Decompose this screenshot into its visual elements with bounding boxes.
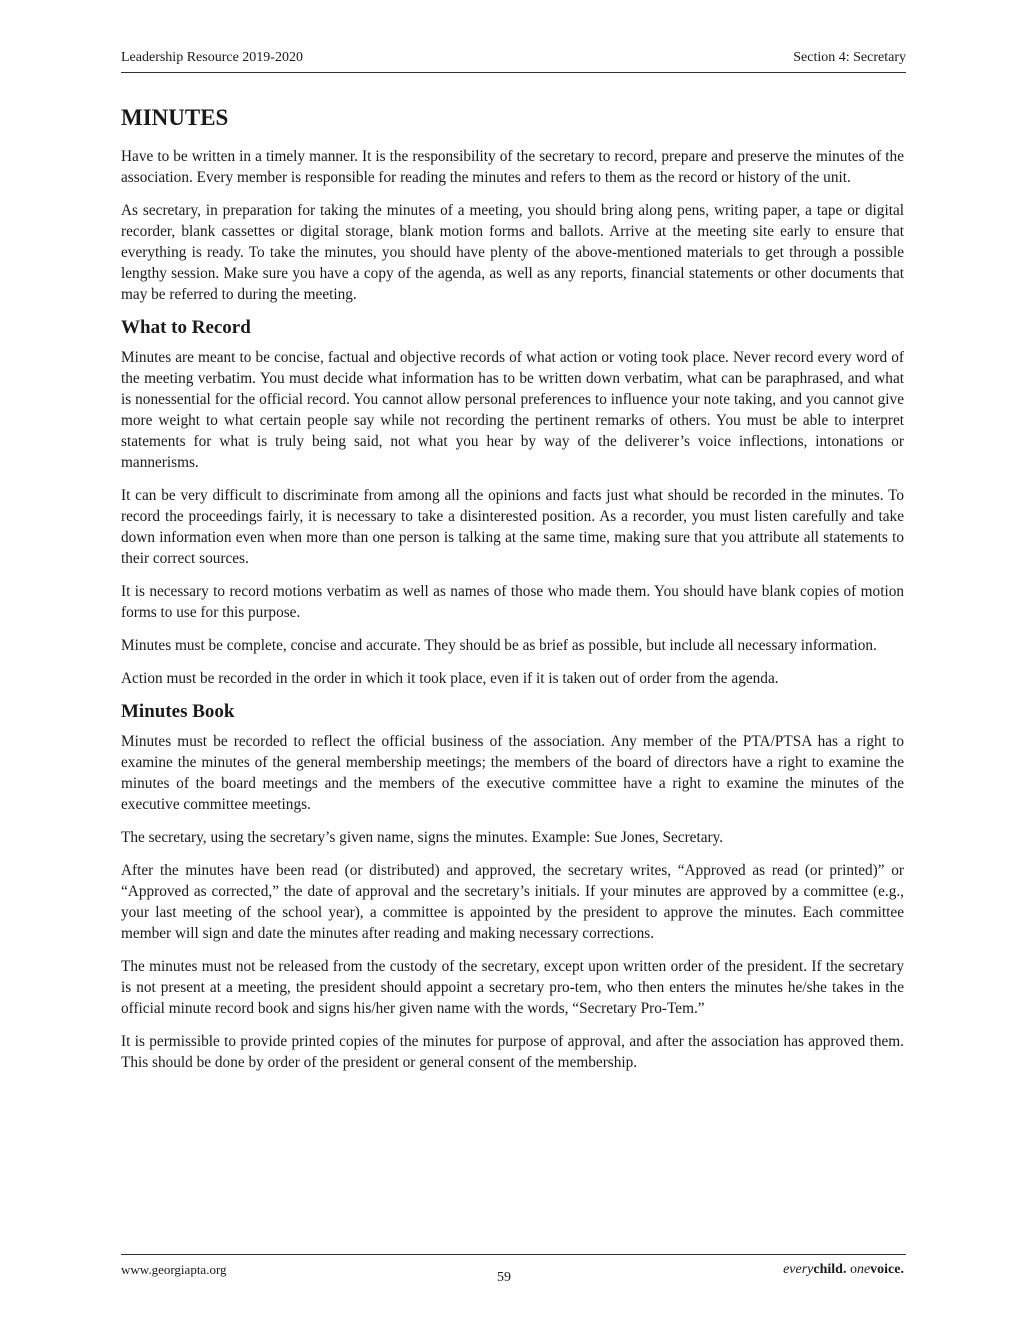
what-to-record-paragraph-1: Minutes are meant to be concise, factual and objective records of what action or voting took place. Never record every word of the meeting verbatim. You must decide what information has to be written down verbatim, what can be paraphrased, and what is nonessential for the official record. You cannot allow personal preferences to influence your note taking, and you cannot give more weight to what certain people say while not recording the pertinent remarks of others. You must be able to interpret statements for what is truly being said, not what you hear by way of the deliverer’s voice inflections, intonations or mannerisms.	[121, 349, 904, 471]
tagline-o: o	[849, 1262, 857, 1277]
tagline-child: child.	[813, 1262, 847, 1277]
minutes-book-paragraph-5: It is permissible to provide printed copies of the minutes for purpose of approval, and after the association has approved them. This should be done by order of the president or general consent of the membership.	[121, 1033, 904, 1071]
what-to-record-heading: What to Record	[121, 317, 251, 338]
footer-website-link[interactable]: www.georgiapta.org	[121, 1262, 227, 1277]
page-header	[121, 50, 906, 73]
page-title: MINUTES	[121, 105, 229, 130]
header-left-text: Leadership Resource 2019-2020	[121, 50, 303, 65]
tagline-voice: voice.	[870, 1262, 904, 1277]
header-right-text: Section 4: Secretary	[793, 50, 906, 65]
minutes-book-paragraph-2: The secretary, using the secretary’s given name, signs the minutes. Example: Sue Jones, Secretary.	[121, 829, 724, 846]
page-content	[121, 104, 904, 1085]
minutes-book-heading: Minutes Book	[121, 701, 235, 722]
tagline-ne: ne	[856, 1262, 871, 1277]
page-number: 59	[497, 1270, 511, 1285]
what-to-record-paragraph-4: Minutes must be complete, concise and accurate. They should be as brief as possible, but include all necessary information.	[121, 637, 877, 654]
footer-tagline	[783, 1262, 904, 1278]
minutes-book-paragraph-3: After the minutes have been read (or distributed) and approved, the secretary writes, “Approved as read (or printed)” or “Approved as corrected,” the date of approval and the secretary’s initials. If your minutes are approved by a committee (e.g., your last meeting of the school year), a committee is appointed by the president to approve the minutes. Each committee member will sign and date the minutes after reading and making necessary corrections.	[121, 862, 904, 942]
what-to-record-paragraph-3: It is necessary to record motions verbatim as well as names of those who made them. You should have blank copies of motion forms to use for this purpose.	[121, 583, 904, 621]
what-to-record-paragraph-5: Action must be recorded in the order in which it took place, even if it is taken out of order from the agenda.	[121, 670, 779, 687]
minutes-book-paragraph-1: Minutes must be recorded to reflect the official business of the association. Any member of the PTA/PTSA has a right to examine the minutes of the general membership meetings; the members of the board of directors have a right to examine the minutes of the board meetings and the members of the executive committee have a right to examine the minutes of the executive committee meetings.	[121, 733, 904, 813]
intro-paragraph-2: As secretary, in preparation for taking the minutes of a meeting, you should bring along pens, writing paper, a tape or digital recorder, blank cassettes or digital storage, blank motion forms and ballots. Arrive at the meeting site early to ensure that everything is ready. To take the minutes, you should have plenty of the above-mentioned materials to get through a possible lengthy session. Make sure you have a copy of the agenda, as well as any reports, financial statements or other documents that may be referred to during the meeting.	[121, 202, 904, 303]
minutes-book-paragraph-4: The minutes must not be released from the custody of the secretary, except upon written order of the president. If the secretary is not present at a meeting, the president should appoint a secretary pro-tem, who then enters the minutes he/she takes in the official minute record book and signs his/her given name with the words, “Secretary Pro-Tem.”	[121, 958, 904, 1017]
intro-paragraph-1: Have to be written in a timely manner. It is the responsibility of the secretary to record, prepare and preserve the minutes of the association. Every member is responsible for reading the minutes and refers to them as the record or history of the unit.	[121, 148, 904, 186]
footer-divider	[121, 1254, 906, 1255]
what-to-record-paragraph-2: It can be very difficult to discriminate from among all the opinions and facts just what should be recorded in the minutes. To record the proceedings fairly, it is necessary to take a disinterested position. As a recorder, you must listen carefully and take down information even when more than one person is talking at the same time, making sure that you attribute all statements to their correct sources.	[121, 487, 904, 567]
tagline-every: every	[783, 1262, 814, 1277]
